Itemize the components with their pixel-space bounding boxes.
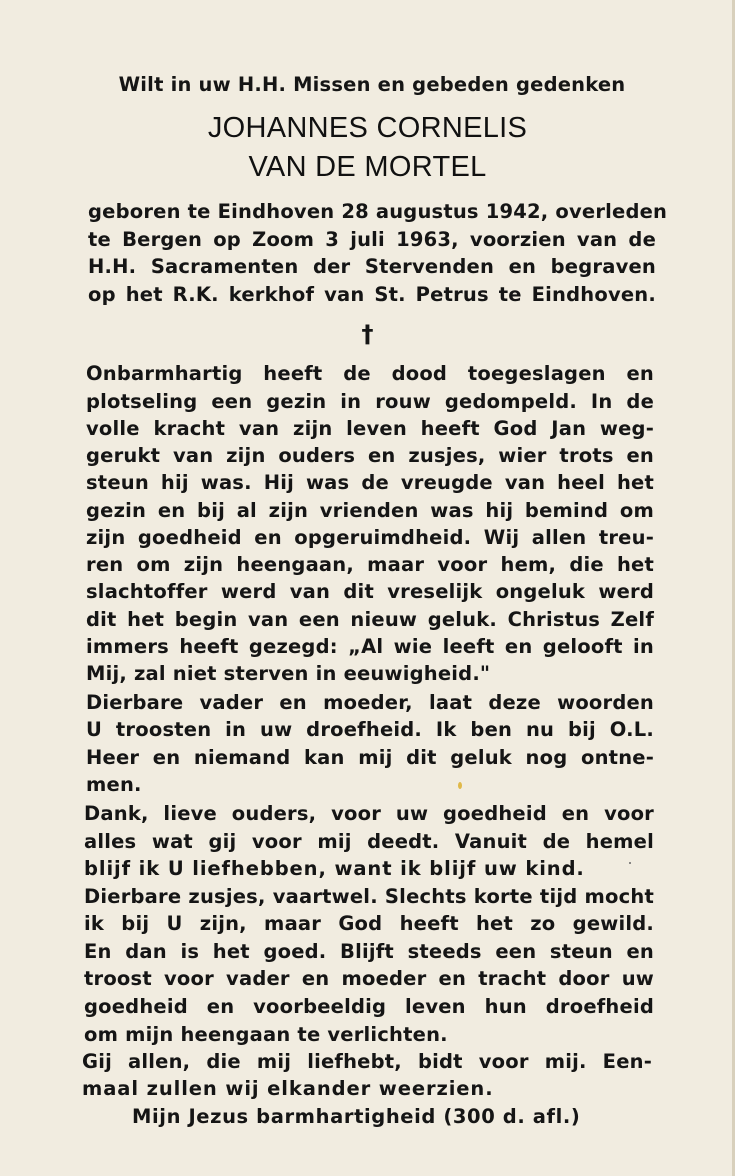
ink-speck bbox=[629, 862, 631, 864]
deceased-name-line2: VAN DE MORTEL bbox=[248, 151, 487, 183]
biography-line: geboren te Eindhoven 28 augustus 1942, overleden bbox=[88, 200, 668, 223]
text-line: immers heeft gezegd: „Al wie leeft en gelooft in bbox=[86, 635, 654, 658]
text-line: Mij, zal niet sterven in eeuwigheid." bbox=[86, 662, 491, 685]
text-line: troost voor vader en moeder en tracht door uw bbox=[84, 967, 654, 990]
text-line: Gij allen, die mij liefhebt, bidt voor mij. Een- bbox=[82, 1050, 652, 1073]
text-line: zijn goedheid en opgeruimdheid. Wij allen treu- bbox=[86, 526, 654, 549]
text-line: dit het begin van een nieuw geluk. Christus Zelf bbox=[86, 608, 654, 631]
text-line: ik bij U zijn, maar God heeft het zo gewild. bbox=[84, 912, 654, 935]
deceased-name-line1: JOHANNES CORNELIS bbox=[207, 112, 528, 144]
text-line: ren om zijn heengaan, maar voor hem, die het bbox=[86, 553, 654, 576]
biography-line: op het R.K. kerkhof van St. Petrus te Eindhoven. bbox=[88, 283, 656, 306]
text-line: alles wat gij voor mij deedt. Vanuit de hemel bbox=[84, 830, 654, 853]
text-line: Heer en niemand kan mij dit geluk nog ontne- bbox=[86, 746, 654, 769]
text-line: U troosten in uw droefheid. Ik ben nu bij O.L. bbox=[86, 718, 654, 741]
text-line: En dan is het goed. Blijft steeds een steun en bbox=[84, 940, 654, 963]
text-line: slachtoffer werd van dit vreselijk ongeluk werd bbox=[86, 580, 654, 603]
text-line: gezin en bij al zijn vrienden was hij bemind om bbox=[86, 499, 654, 522]
cross-icon: † bbox=[361, 320, 374, 348]
text-line: maal zullen wij elkander weerzien. bbox=[82, 1077, 494, 1100]
text-line: Dank, lieve ouders, voor uw goedheid en voor bbox=[84, 802, 654, 825]
intro-line: Wilt in uw H.H. Missen en gebeden gedenken bbox=[118, 73, 626, 96]
ink-speck bbox=[458, 782, 462, 789]
text-line: gerukt van zijn ouders en zusjes, wier trots en bbox=[86, 444, 654, 467]
indulgence-line: Mijn Jezus barmhartigheid (300 d. afl.) bbox=[132, 1105, 581, 1128]
text-line: Dierbare vader en moeder, laat deze woorden bbox=[86, 691, 654, 714]
text-line: blijf ik U liefhebben, want ik blijf uw kind. bbox=[84, 857, 585, 880]
text-line: plotseling een gezin in rouw gedompeld. In de bbox=[86, 390, 654, 413]
biography-line: H.H. Sacramenten der Stervenden en begraven bbox=[88, 255, 656, 278]
text-line: Onbarmhartig heeft de dood toegeslagen en bbox=[86, 362, 654, 385]
text-line: steun hij was. Hij was de vreugde van heel het bbox=[86, 471, 654, 494]
text-line: men. bbox=[86, 773, 142, 796]
text-line: volle kracht van zijn leven heeft God Jan weg- bbox=[86, 417, 654, 440]
biography-line: te Bergen op Zoom 3 juli 1963, voorzien van de bbox=[88, 228, 656, 251]
text-line: Dierbare zusjes, vaartwel. Slechts korte tijd mocht bbox=[84, 885, 654, 908]
text-line: goedheid en voorbeeldig leven hun droefheid bbox=[84, 995, 654, 1018]
text-line: om mijn heengaan te verlichten. bbox=[84, 1023, 448, 1046]
